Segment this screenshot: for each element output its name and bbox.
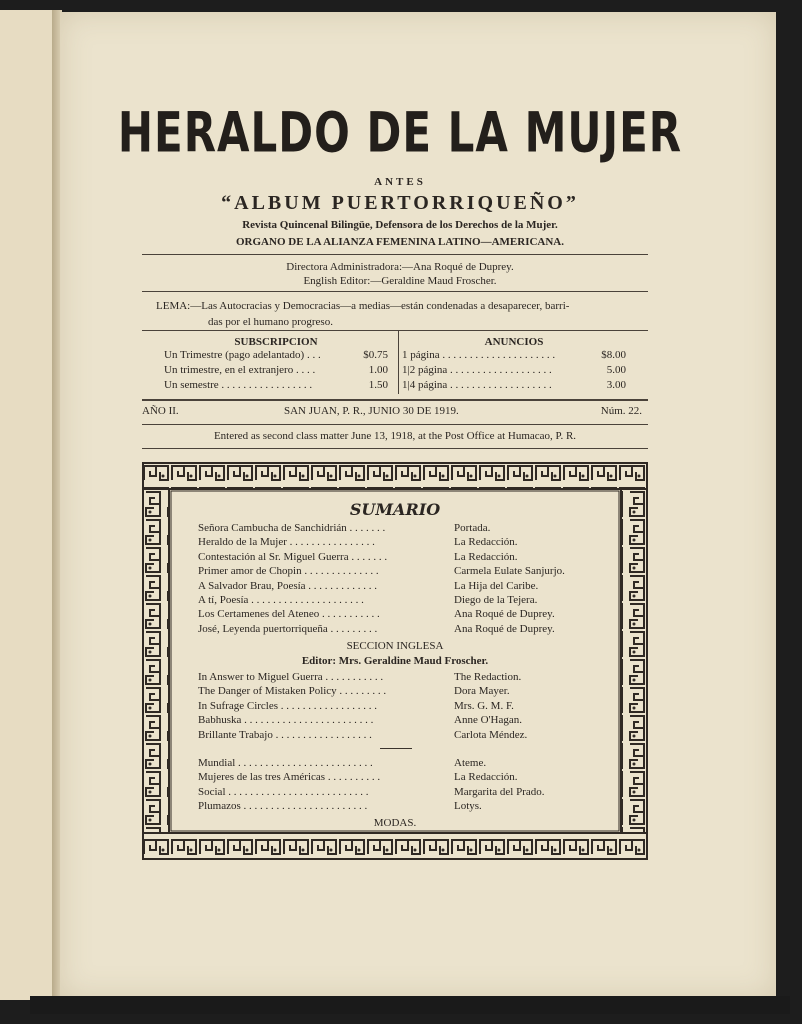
entered-line: Entered as second class matter June 13, 1918, at the Post Office at Humacao, P. R. — [213, 430, 577, 442]
price-row — [402, 363, 626, 378]
rule-1 — [142, 254, 648, 255]
price-label: 1 página . . . . . . . . . . . . . . . . . . . . . — [402, 349, 556, 361]
price-value: $0.75 — [363, 349, 388, 361]
toc-entry — [198, 684, 598, 698]
price-row — [164, 363, 388, 378]
subscripcion-rows — [164, 348, 388, 393]
toc-title: Heraldo de la Mujer . . . . . . . . . . . . . . . . — [198, 536, 375, 549]
toc-title: A tí, Poesía . . . . . . . . . . . . . . . . . . . . . — [198, 594, 364, 607]
toc-title: Brillante Trabajo . . . . . . . . . . . . . . . . . . — [198, 728, 372, 741]
price-row — [402, 378, 626, 393]
english-editor-line: English Editor:—Geraldine Maud Froscher. — [303, 275, 497, 287]
toc-entry — [198, 728, 598, 742]
price-label: Un trimestre, en el extranjero . . . . — [164, 364, 316, 376]
sumario-heading: SUMARIO — [349, 500, 441, 519]
year-label: AÑO II. — [142, 405, 179, 417]
toc-title: In Sufrage Circles . . . . . . . . . . . . . . . . . . — [198, 699, 378, 712]
organ-line: ORGANO DE LA ALIANZA FEMENINA LATINO—AMERICANA. — [236, 236, 564, 248]
toc-title: In Answer to Miguel Guerra . . . . . . . . . . . — [198, 671, 384, 683]
toc-author: Lotys. — [454, 800, 482, 813]
seccion-editor: Editor: Mrs. Geraldine Maud Froscher. — [301, 655, 489, 667]
price-row — [164, 348, 388, 363]
price-label: Un Trimestre (pago adelantado) . . . — [164, 349, 321, 361]
toc-author: Ateme. — [454, 757, 487, 769]
toc-entry — [198, 770, 598, 784]
toc-entry — [198, 550, 598, 564]
rule-6 — [142, 448, 648, 449]
toc-author: Margarita del Prado. — [454, 785, 545, 798]
short-divider — [380, 748, 412, 749]
former-name: “ALBUM PUERTORRIQUEÑO” — [221, 192, 579, 214]
toc-author: Dora Mayer. — [454, 685, 510, 698]
lema-block — [156, 298, 646, 330]
masthead-title: HERALDO DE LA MUJER — [117, 100, 683, 165]
seccion-inglesa-heading: SECCION INGLESA — [346, 640, 444, 652]
toc-entry — [198, 579, 598, 593]
english-section-list — [198, 670, 598, 742]
toc-entry — [198, 785, 598, 799]
lema-line-1: LEMA:—Las Autocracias y Democracias—a medias—están condenadas a desaparecer, barri- — [156, 300, 570, 312]
subtitle: Revista Quincenal Bilingüe, Defensora de los Derechos de la Mujer. — [242, 219, 558, 231]
price-row — [402, 348, 626, 363]
toc-entry — [198, 670, 598, 684]
subscripcion-heading: SUBSCRIPCION — [234, 336, 318, 348]
toc-entry — [198, 713, 598, 727]
price-label: Un semestre . . . . . . . . . . . . . . . . . — [164, 379, 313, 391]
antes-label: ANTES — [374, 176, 426, 188]
price-value: 1.00 — [368, 364, 388, 376]
anuncios-heading: ANUNCIOS — [484, 336, 544, 348]
toc-author: Carmela Eulate Sanjurjo. — [454, 565, 565, 578]
price-value: 3.00 — [606, 379, 626, 391]
toc-author: Mrs. G. M. F. — [454, 699, 514, 712]
price-value: 1.50 — [368, 379, 388, 391]
anuncios-block — [402, 336, 626, 393]
toc-entry — [198, 756, 598, 770]
toc-title: Contestación al Sr. Miguel Guerra . . . . . . . — [198, 550, 388, 563]
modas-label: MODAS. — [373, 817, 417, 829]
toc-title: Señora Cambucha de Sanchidrián . . . . . . . — [198, 522, 386, 534]
toc-title: The Danger of Mistaken Policy . . . . . . . . . — [198, 685, 387, 698]
toc-title: Primer amor de Chopin . . . . . . . . . . . . . . — [198, 565, 379, 578]
rule-2 — [142, 291, 648, 292]
toc-entry — [198, 799, 598, 813]
rule-5 — [142, 424, 648, 425]
toc-author: Anne O'Hagan. — [454, 714, 522, 727]
toc-entry — [198, 564, 598, 578]
toc-author: La Redacción. — [454, 536, 518, 549]
price-label: 1|4 página . . . . . . . . . . . . . . . . . . . — [402, 379, 552, 391]
directora-line: Directora Administradora:—Ana Roqué de Duprey. — [286, 261, 514, 273]
sumario-list — [198, 521, 598, 636]
price-label: 1|2 página . . . . . . . . . . . . . . . . . . . — [402, 364, 552, 376]
lema-line-2: das por el humano progreso. — [208, 316, 333, 328]
toc-author: Portada. — [454, 522, 491, 534]
toc-author: Ana Roqué de Duprey. — [454, 622, 555, 635]
price-value: $8.00 — [601, 349, 626, 361]
toc-title: Mundial . . . . . . . . . . . . . . . . . . . . . . . . . — [198, 757, 373, 769]
subscripcion-block — [164, 336, 388, 393]
bottom-shadow — [30, 996, 790, 1014]
toc-entry — [198, 521, 598, 535]
price-row — [164, 378, 388, 393]
toc-author: La Redacción. — [454, 550, 518, 563]
other-section-list — [198, 756, 598, 814]
toc-title: Los Certamenes del Ateneo . . . . . . . . . . . — [198, 608, 380, 621]
left-page-edge — [0, 10, 53, 1000]
anuncios-rows — [402, 348, 626, 393]
column-divider — [398, 330, 399, 394]
toc-author: La Hija del Caribe. — [454, 579, 539, 592]
toc-author: The Redaction. — [454, 671, 522, 683]
toc-entry — [198, 535, 598, 549]
toc-title: José, Leyenda puertorriqueña . . . . . . . . . — [198, 622, 378, 635]
rule-3 — [142, 330, 648, 331]
toc-author: Carlota Méndez. — [454, 728, 528, 741]
toc-title: Babhuska . . . . . . . . . . . . . . . . . . . . . . . . — [198, 714, 374, 727]
toc-title: Plumazos . . . . . . . . . . . . . . . . . . . . . . . — [198, 800, 368, 813]
toc-author: Diego de la Tejera. — [454, 594, 538, 607]
toc-entry — [198, 593, 598, 607]
toc-title: Social . . . . . . . . . . . . . . . . . . . . . . . . . . — [198, 785, 369, 798]
toc-author: La Redacción. — [454, 771, 518, 784]
toc-title: A Salvador Brau, Poesía . . . . . . . . . . . . . — [198, 579, 378, 592]
toc-entry — [198, 699, 598, 713]
toc-author: Ana Roqué de Duprey. — [454, 608, 555, 621]
place-date: SAN JUAN, P. R., JUNIO 30 DE 1919. — [284, 405, 459, 417]
issue-number: Núm. 22. — [600, 405, 642, 417]
toc-entry — [198, 607, 598, 621]
toc-entry — [198, 622, 598, 636]
rule-4 — [142, 399, 648, 401]
price-value: 5.00 — [606, 364, 626, 376]
toc-title: Mujeres de las tres Américas . . . . . . . . . . — [198, 771, 381, 784]
